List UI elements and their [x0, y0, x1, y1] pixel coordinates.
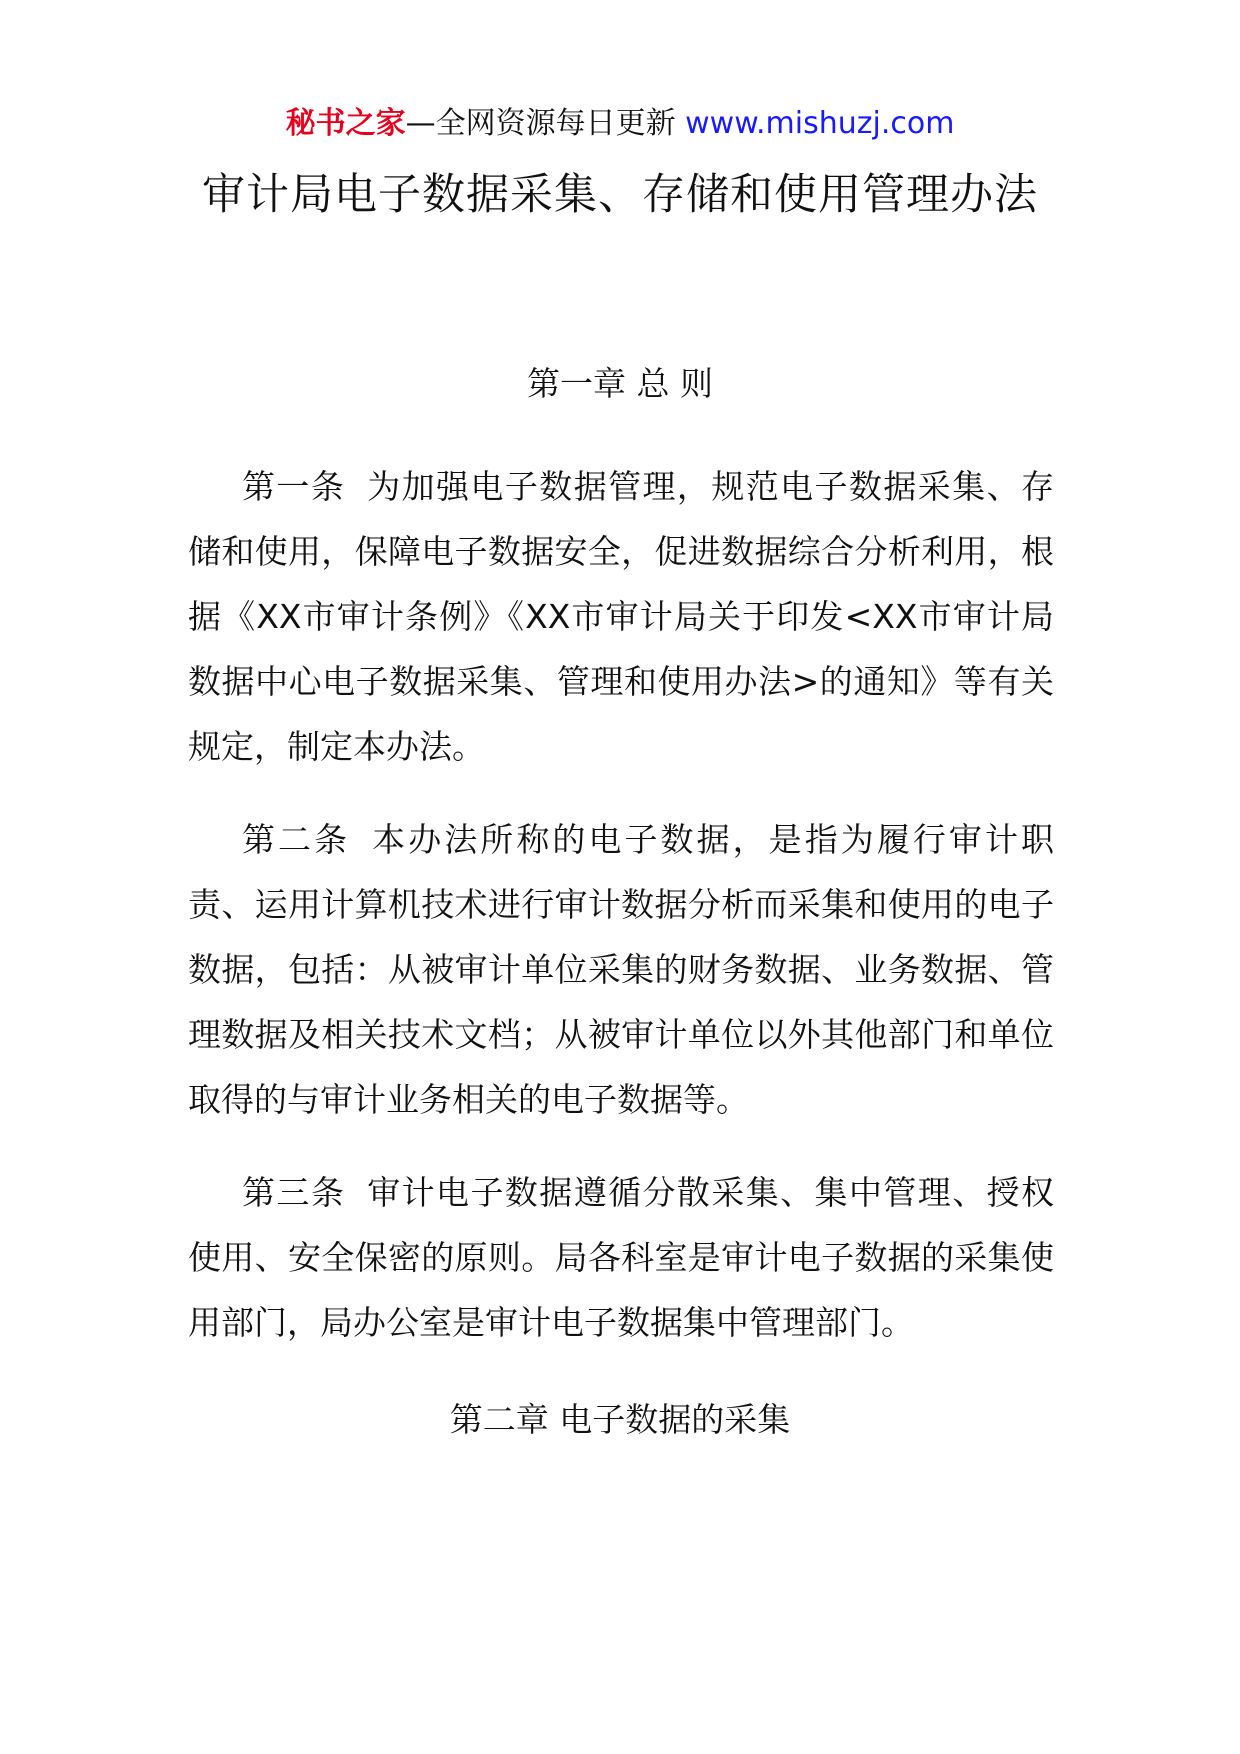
site-url-link[interactable]: www.mishuzj.com: [685, 106, 955, 141]
article-3: [188, 1160, 1054, 1355]
article-text: 本办法所称的电子数据，是指为履行审计职责、运用计算机技术进行审计数据分析而采集和使用的电子数据，包括：从被审计单位采集的财务数据、业务数据、管理数据及相关技术文档；从被审计单位以外其他部门和单位取得的与审计业务相关的电子数据等。: [188, 820, 1055, 1119]
document-title: 审计局电子数据采集、存储和使用管理办法: [202, 170, 1038, 220]
article-number: 第一条: [242, 467, 346, 506]
article-2: [188, 807, 1054, 1132]
site-header: [0, 104, 1240, 144]
article-number: 第三条: [242, 1173, 346, 1212]
article-1: [188, 454, 1054, 779]
chapter-heading-1: 第一章 总 则: [527, 364, 713, 403]
chapter-heading-2: 第二章 电子数据的采集: [449, 1400, 791, 1439]
brand-name: 秘书之家: [285, 106, 406, 141]
article-text: 审计电子数据遵循分散采集、集中管理、授权使用、安全保密的原则。局各科室是审计电子数据的采集使用部门，局办公室是审计电子数据集中管理部门。: [188, 1173, 1055, 1342]
article-number: 第二条: [242, 820, 351, 859]
header-tagline: —全网资源每日更新: [405, 106, 676, 141]
article-text: 为加强电子数据管理，规范电子数据采集、存储和使用，保障电子数据安全，促进数据综合分析利用，根据《XX市审计条例》《XX市审计局关于印发<XX市审计局数据中心电子数据采集、管理和使用办法>的通知》等有关规定，制定本办法。: [188, 467, 1055, 766]
